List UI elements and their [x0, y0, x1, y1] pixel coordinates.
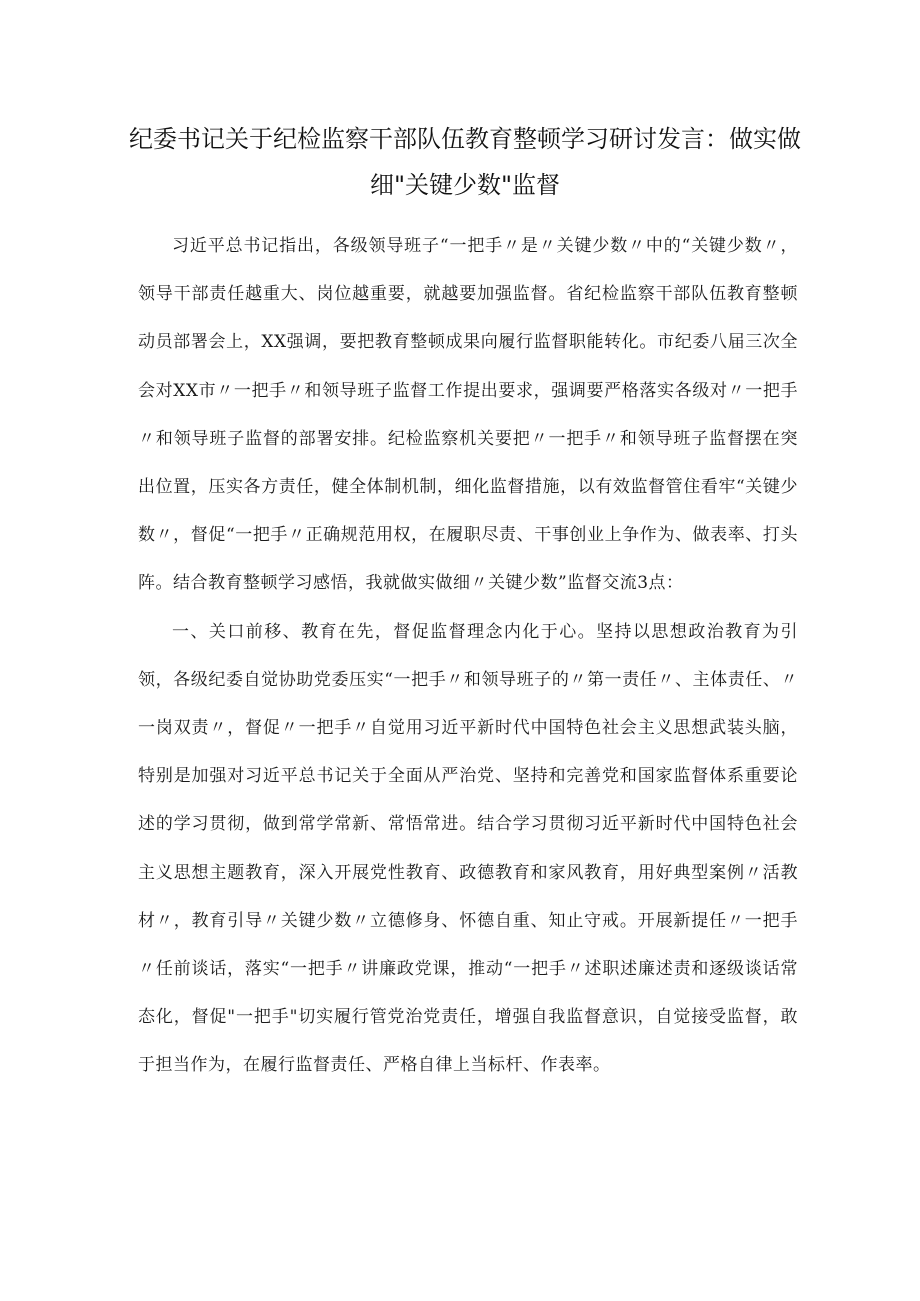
- paragraph-point-one: 一、关口前移、教育在先，督促监督理念内化于心。坚持以思想政治教育为引领，各级纪委自觉协助党委压实“一把手〃和领导班子的〃第一责任〃、主体责任、〃一岗双责〃，督促〃一把手〃自觉用习近平新时代中国特色社会主义思想武装头脑，特别是加强对习近平总书记关于全面从严治党、坚持和完善党和国家监督体系重要论述的学习贯彻，做到常学常新、常悟常进。结合学习贯彻习近平新时代中国特色社会主义思想主题教育，深入开展党性教育、政德教育和家风教育，用好典型案例〃活教材〃，教育引导〃关键少数〃立德修身、怀德自重、知止守戒。开展新提任〃一把手〃任前谈话，落实“一把手〃讲廉政党课，推动“一把手〃述职述廉述责和逐级谈话常态化，督促"一把手"切实履行管党治党责任，增强自我监督意识，自觉接受监督，敢于担当作为，在履行监督责任、严格自律上当标杆、作表率。: [138, 621, 798, 1076]
- document-title: 纪委书记关于纪检监察干部队伍教育整顿学习研讨发言：做实做细"关键少数"监督: [129, 125, 801, 199]
- document-body: [138, 222, 798, 1090]
- paragraph-intro: 习近平总书记指出，各级领导班子“一把手〃是〃关键少数〃中的“关键少数〃，领导干部责任越重大、岗位越重要，就越要加强监督。省纪检监察干部队伍教育整顿动员部署会上，XX强调，要把教育整顿成果向履行监督职能转化。市纪委八届三次全会对XX市〃一把手〃和领导班子监督工作提出要求，强调要严格落实各级对〃一把手〃和领导班子监督的部署安排。纪检监察机关要把〃一把手〃和领导班子监督摆在突出位置，压实各方责任，健全体制机制，细化监督措施，以有效监督管住看牢“关键少数〃，督促“一把手〃正确规范用权，在履职尽责、干事创业上争作为、做表率、打头阵。结合教育整顿学习感悟，我就做实做细〃关键少数”监督交流3点：: [138, 236, 798, 594]
